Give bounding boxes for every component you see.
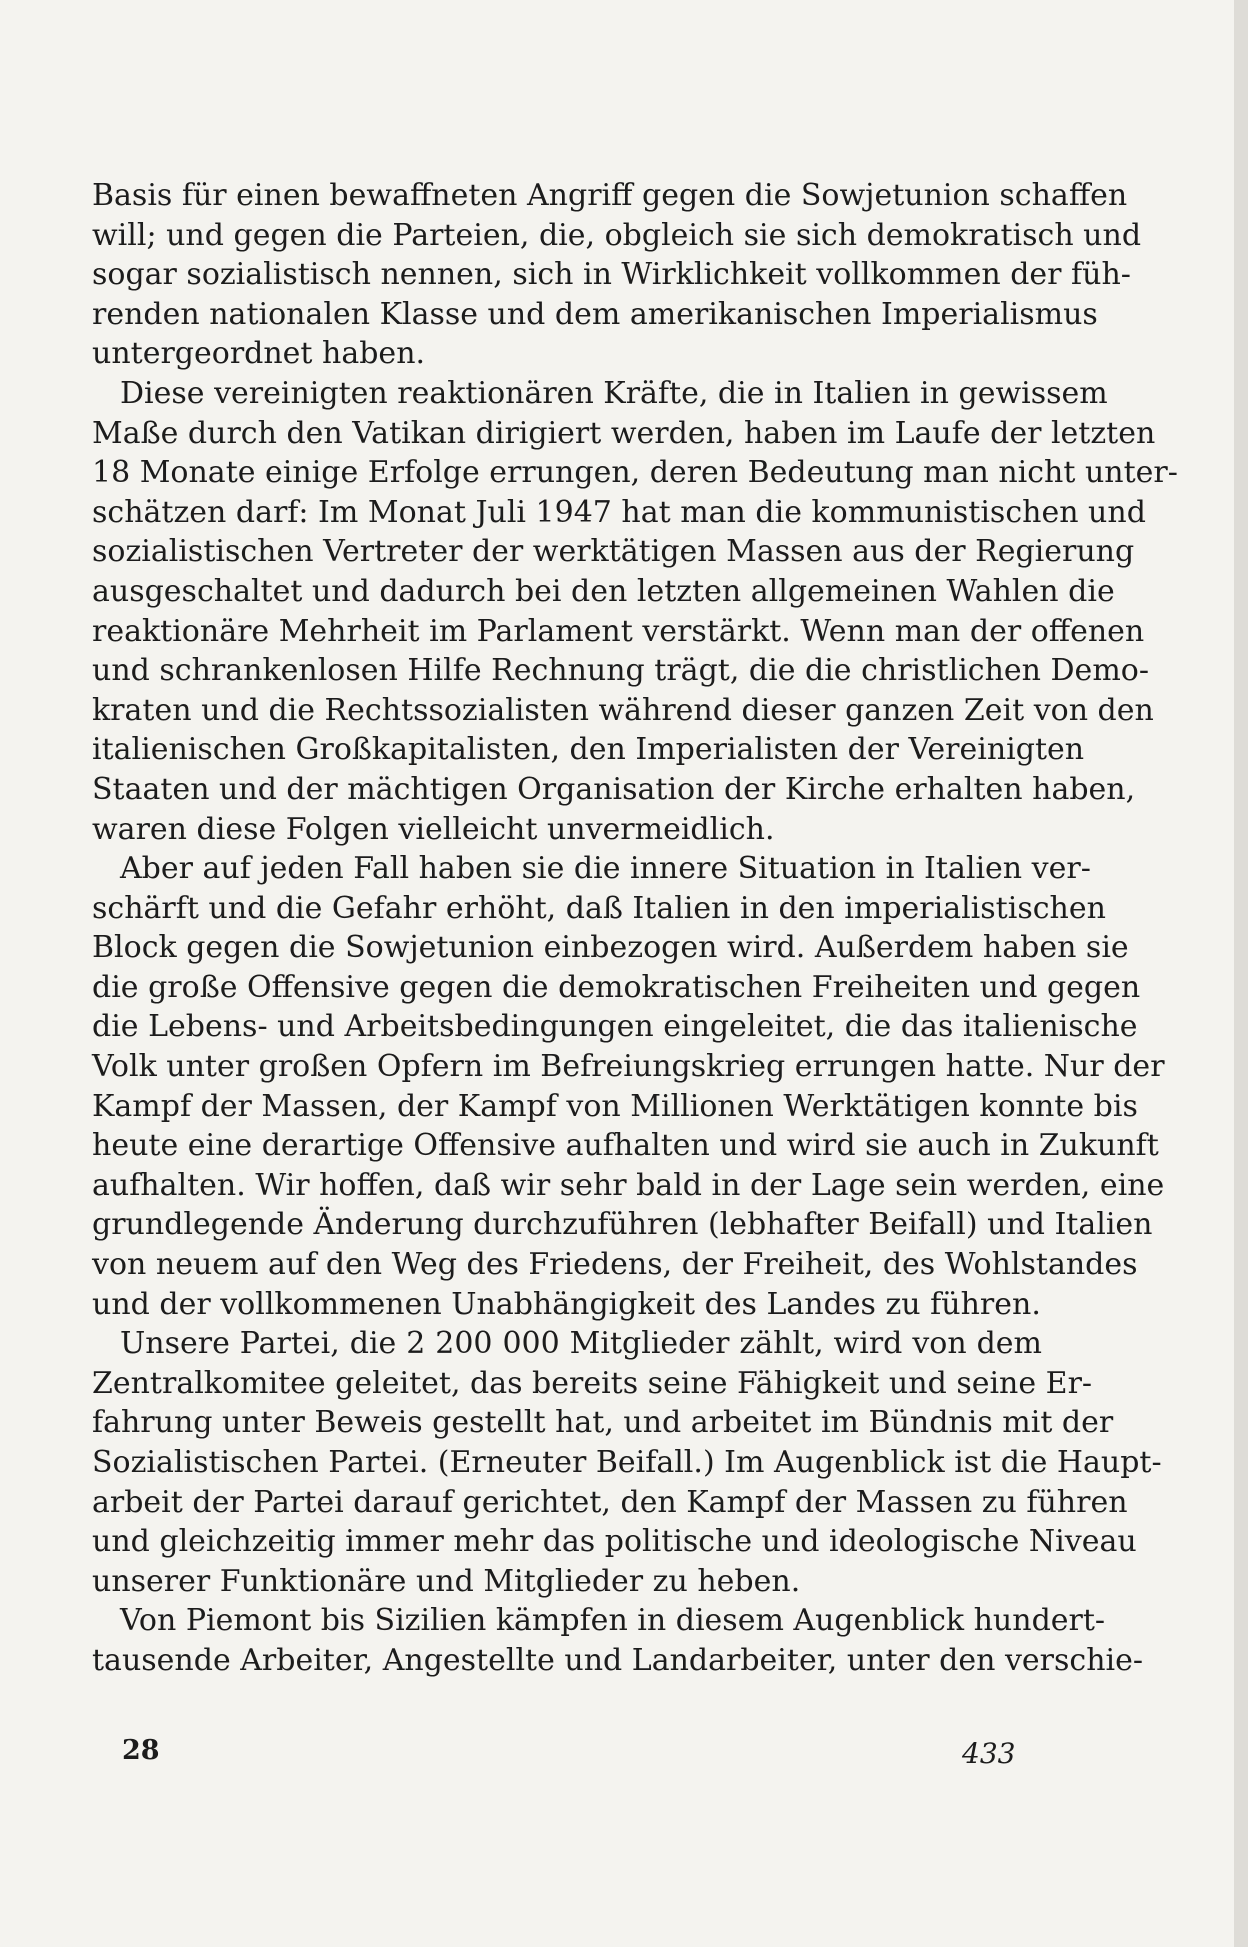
text-line: aufhalten. Wir hoffen, daß wir sehr bald in der Lage sein werden, eine [92, 1167, 1165, 1203]
text-line: von neuem auf den Weg des Friedens, der Freiheit, des Wohlstandes [92, 1247, 1138, 1283]
paragraph [92, 849, 1165, 1324]
text-line: 18 Monate einige Erfolge errungen, deren Bedeutung man nicht unter- [92, 455, 1178, 491]
text-line: fahrung unter Beweis gestellt hat, und arbeitet im Bündnis mit der [92, 1405, 1114, 1441]
text-line: Basis für einen bewaffneten Angriff gegen die Sowjetunion schaffen [92, 178, 1128, 213]
text-line: sozialistischen Vertreter der werktätigen Massen aus der Regierung [92, 534, 1135, 570]
signature-mark: 28 [122, 1735, 160, 1766]
text-line: Staaten und der mächtigen Organisation der Kirche erhalten haben, [92, 771, 1136, 807]
text-line: kraten und die Rechtssozialisten während dieser ganzen Zeit von den [92, 692, 1154, 728]
text-line: schärft und die Gefahr erhöht, daß Italien in den imperialistischen [92, 890, 1106, 926]
text-line: Zentralkomitee geleitet, das bereits seine Fähigkeit und seine Er- [92, 1365, 1093, 1401]
text-line: Von Piemont bis Sizilien kämpfen in diesem Augenblick hundert- [120, 1603, 1106, 1639]
text-line: und der vollkommenen Unabhängigkeit des Landes zu führen. [92, 1286, 1041, 1322]
text-line: Aber auf jeden Fall haben sie die innere Situation in Italien ver- [120, 851, 1091, 887]
text-line: will; und gegen die Parteien, die, obgleich sie sich demokratisch und [92, 217, 1142, 253]
text-line: tausende Arbeiter, Angestellte und Landarbeiter, unter den verschie- [92, 1642, 1144, 1678]
text-line: und gleichzeitig immer mehr das politische und ideologische Niveau [92, 1524, 1137, 1560]
text-line: Maße durch den Vatikan dirigiert werden, haben im Laufe der letzten [92, 415, 1156, 451]
text-line: ausgeschaltet und dadurch bei den letzten allgemeinen Wahlen die [92, 573, 1115, 609]
text-line: reaktionäre Mehrheit im Parlament verstärkt. Wenn man der offenen [92, 613, 1145, 649]
page-edge-shadow [1234, 0, 1248, 1947]
text-line: waren diese Folgen vielleicht unvermeidlich. [92, 811, 775, 847]
paragraph [92, 1324, 1162, 1601]
page-number: 433 [962, 1737, 1016, 1770]
text-line: Diese vereinigten reaktionären Kräfte, die in Italien in gewissem [120, 375, 1108, 411]
body-text [92, 176, 1178, 1681]
text-line: schätzen darf: Im Monat Juli 1947 hat man die kommunistischen und [92, 494, 1146, 530]
text-line: und schrankenlosen Hilfe Rechnung trägt, die die christlichen Demo- [92, 653, 1149, 689]
text-line: Volk unter großen Opfern im Befreiungskrieg errungen hatte. Nur der [92, 1049, 1165, 1085]
paragraph [92, 176, 1142, 374]
text-line: unserer Funktionäre und Mitglieder zu heben. [92, 1563, 801, 1599]
paragraph [92, 1601, 1144, 1680]
text-line: Kampf der Massen, der Kampf von Millionen Werktätigen konnte bis [92, 1088, 1138, 1124]
text-line: sogar sozialistisch nennen, sich in Wirklichkeit vollkommen der füh- [92, 257, 1131, 293]
text-line: die Lebens- und Arbeitsbedingungen eingeleitet, die das italienische [92, 1009, 1138, 1045]
text-line: Block gegen die Sowjetunion einbezogen wird. Außerdem haben sie [92, 930, 1129, 966]
text-line: grundlegende Änderung durchzuführen (lebhafter Beifall) und Italien [92, 1207, 1153, 1243]
text-line: italienischen Großkapitalisten, den Imperialisten der Vereinigten [92, 732, 1085, 768]
text-line: untergeordnet haben. [92, 336, 426, 372]
text-line: die große Offensive gegen die demokratischen Freiheiten und gegen [92, 969, 1141, 1005]
paragraph [92, 374, 1178, 849]
text-line: Unsere Partei, die 2 200 000 Mitglieder zählt, wird von dem [120, 1326, 1042, 1362]
text-line: renden nationalen Klasse und dem amerikanischen Imperialismus [92, 296, 1098, 332]
text-line: heute eine derartige Offensive aufhalten und wird sie auch in Zukunft [92, 1128, 1159, 1164]
text-line: arbeit der Partei darauf gerichtet, den Kampf der Massen zu führen [92, 1484, 1128, 1520]
text-line: Sozialistischen Partei. (Erneuter Beifall.) Im Augenblick ist die Haupt- [92, 1445, 1162, 1480]
